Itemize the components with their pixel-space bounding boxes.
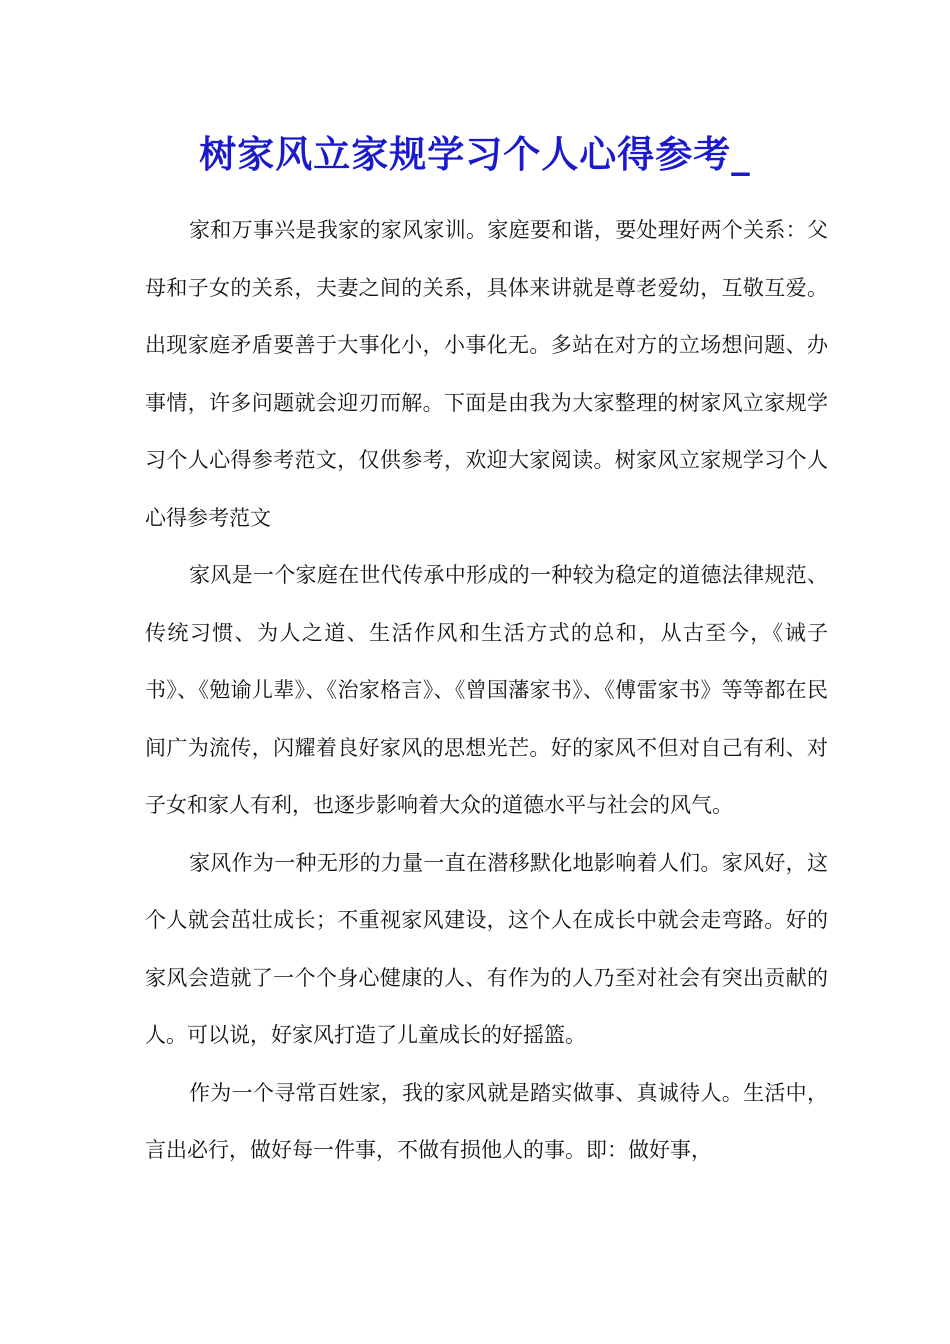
page-title: 树家风立家规学习个人心得参考_ <box>199 132 751 176</box>
paragraph: 家风是一个家庭在世代传承中形成的一种较为稳定的道德法律规范、传统习惯、为人之道、生活作风和生活方式的总和，从古至今，《诫子书》、《勉谕儿辈》、《治家格言》、《曾国藩家书》、《傅雷家书》等等都在民间广为流传，闪耀着良好家风的思想光芒。好的家风不但对自己有利、对子女和家人有利，也逐步影响着大众的道德水平与社会的风气。 <box>145 563 828 817</box>
paragraph: 家风作为一种无形的力量一直在潜移默化地影响着人们。家风好，这个人就会茁壮成长；不重视家风建设，这个人在成长中就会走弯路。好的家风会造就了一个个身心健康的人、有作为的人乃至对社会有突出贡献的人。可以说，好家风打造了儿童成长的好摇篮。 <box>145 850 828 1047</box>
paragraph: 家和万事兴是我家的家风家训。家庭要和谐，要处理好两个关系：父母和子女的关系，夫妻之间的关系，具体来讲就是尊老爱幼，互敬互爱。出现家庭矛盾要善于大事化小，小事化无。多站在对方的立场想问题、办事情，许多问题就会迎刃而解。下面是由我为大家整理的树家风立家规学习个人心得参考范文，仅供参考，欢迎大家阅读。树家风立家规学习个人心得参考范文 <box>145 218 828 530</box>
document-body <box>145 202 828 1180</box>
paragraph: 作为一个寻常百姓家，我的家风就是踏实做事、真诚待人。生活中，言出必行，做好每一件事，不做有损他人的事。即：做好事， <box>145 1080 828 1162</box>
